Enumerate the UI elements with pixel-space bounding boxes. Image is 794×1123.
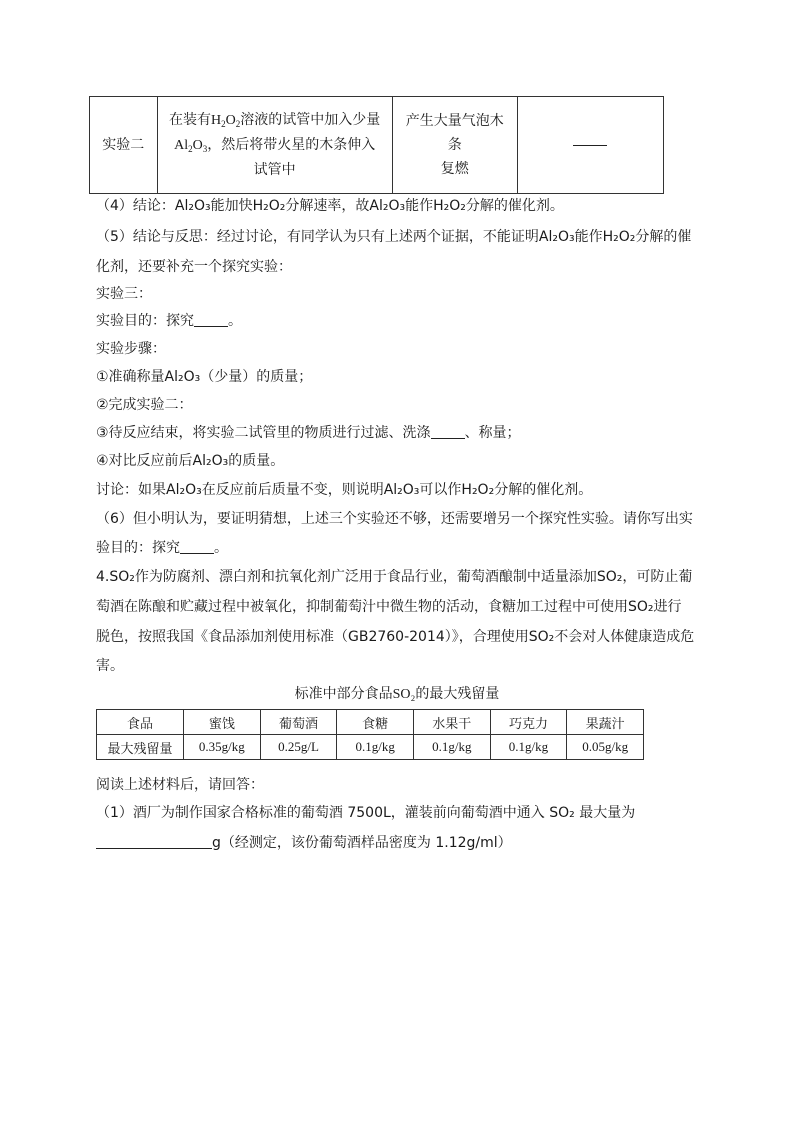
read-instruction: 阅读上述材料后，请回答：	[96, 777, 264, 793]
passage-4-line-1: 4.SO₂作为防腐剂、漂白剂和抗氧化剂广泛用于食品行业，葡萄酒酿制中适量添加SO₂，可防止葡	[96, 569, 693, 585]
residue-value-row: 最大残留量 0.35g/kg 0.25g/L 0.1g/kg 0.1g/kg 0.1g/kg 0.05g/kg	[97, 735, 644, 760]
q6-line-1: （6）但小明认为，要证明猜想，上述三个实验还不够，还需要增另一个探究性实验。请你写出实	[96, 511, 693, 527]
experiment-step-line-1: 在装有$H_2O_2$溶液的试管中加入少量	[169, 112, 381, 129]
experiment-3-heading: 实验三：	[96, 286, 152, 302]
residue-table	[96, 709, 644, 760]
answer-blank[interactable]	[573, 144, 607, 146]
q1-line-1: （1）酒厂为制作国家合格标准的葡萄酒 7500L，灌装前向葡萄酒中通入 SO₂ 最大量为	[96, 805, 636, 821]
experiment-step-line-3: 试管中	[253, 162, 296, 178]
q5-reflection-line-1: （5）结论与反思：经过讨论，有同学认为只有上述两个证据，不能证明Al₂O₃能作H₂O₂分解的催	[96, 229, 692, 245]
experiment-step-cell	[157, 97, 392, 194]
residue-table-caption: 标准中部分食品SO₂的最大残留量	[294, 687, 500, 702]
experiment-name-cell	[90, 97, 158, 194]
step-2: ②完成实验二：	[96, 397, 193, 413]
discussion: 讨论：如果Al₂O₃在反应前后质量不变，则说明Al₂O₃可以作H₂O₂分解的催化剂。	[96, 482, 593, 498]
experiment-phenomenon-cell: 产生大量气泡木条 复燃	[392, 97, 517, 194]
answer-blank[interactable]	[96, 834, 212, 849]
q4-conclusion: （4）结论：Al₂O₃能加快H₂O₂分解速率，故Al₂O₃能作H₂O₂分解的催化剂。	[96, 198, 564, 214]
passage-4-line-2: 萄酒在陈酿和贮藏过程中被氧化，抑制葡萄汁中微生物的活动，食糖加工过程中可使用SO₂进行	[96, 599, 682, 615]
answer-blank[interactable]	[431, 424, 465, 439]
experiment-conclusion-blank-cell	[517, 97, 663, 194]
passage-4-line-4: 害。	[96, 658, 124, 674]
experiment-3-steps-heading: 实验步骤：	[96, 341, 166, 357]
step-3: ③待反应结束，将实验二试管里的物质进行过滤、洗涤 、称量；	[96, 425, 521, 441]
passage-4-line-3: 脱色，按照我国《食品添加剂使用标准（GB2760-2014）》，合理使用SO₂不会对人体健康造成危	[96, 629, 695, 645]
experiment-step-line-2: $Al_2O_3$，然后将带火星的木条伸入	[174, 137, 376, 154]
experiment-table	[89, 96, 664, 194]
answer-blank[interactable]	[194, 312, 228, 327]
experiment-3-goal: 实验目的：探究 。	[96, 313, 242, 329]
residue-header-row: 食品 蜜饯 葡萄酒 食糖 水果干 巧克力 果蔬汁	[97, 710, 644, 735]
q1-line-2: g（经测定，该份葡萄酒样品密度为 1.12g/ml）	[96, 833, 512, 853]
step-1: ①准确称量Al₂O₃（少量）的质量；	[96, 369, 313, 385]
q5-reflection-line-2: 化剂，还要补充一个探究实验：	[96, 259, 292, 275]
experiment-row	[90, 97, 664, 194]
experiment-name: 实验二	[102, 137, 145, 153]
q6-line-2: 验目的：探究 。	[96, 540, 228, 556]
answer-blank[interactable]	[180, 539, 214, 554]
step-4: ④对比反应前后Al₂O₃的质量。	[96, 453, 285, 469]
